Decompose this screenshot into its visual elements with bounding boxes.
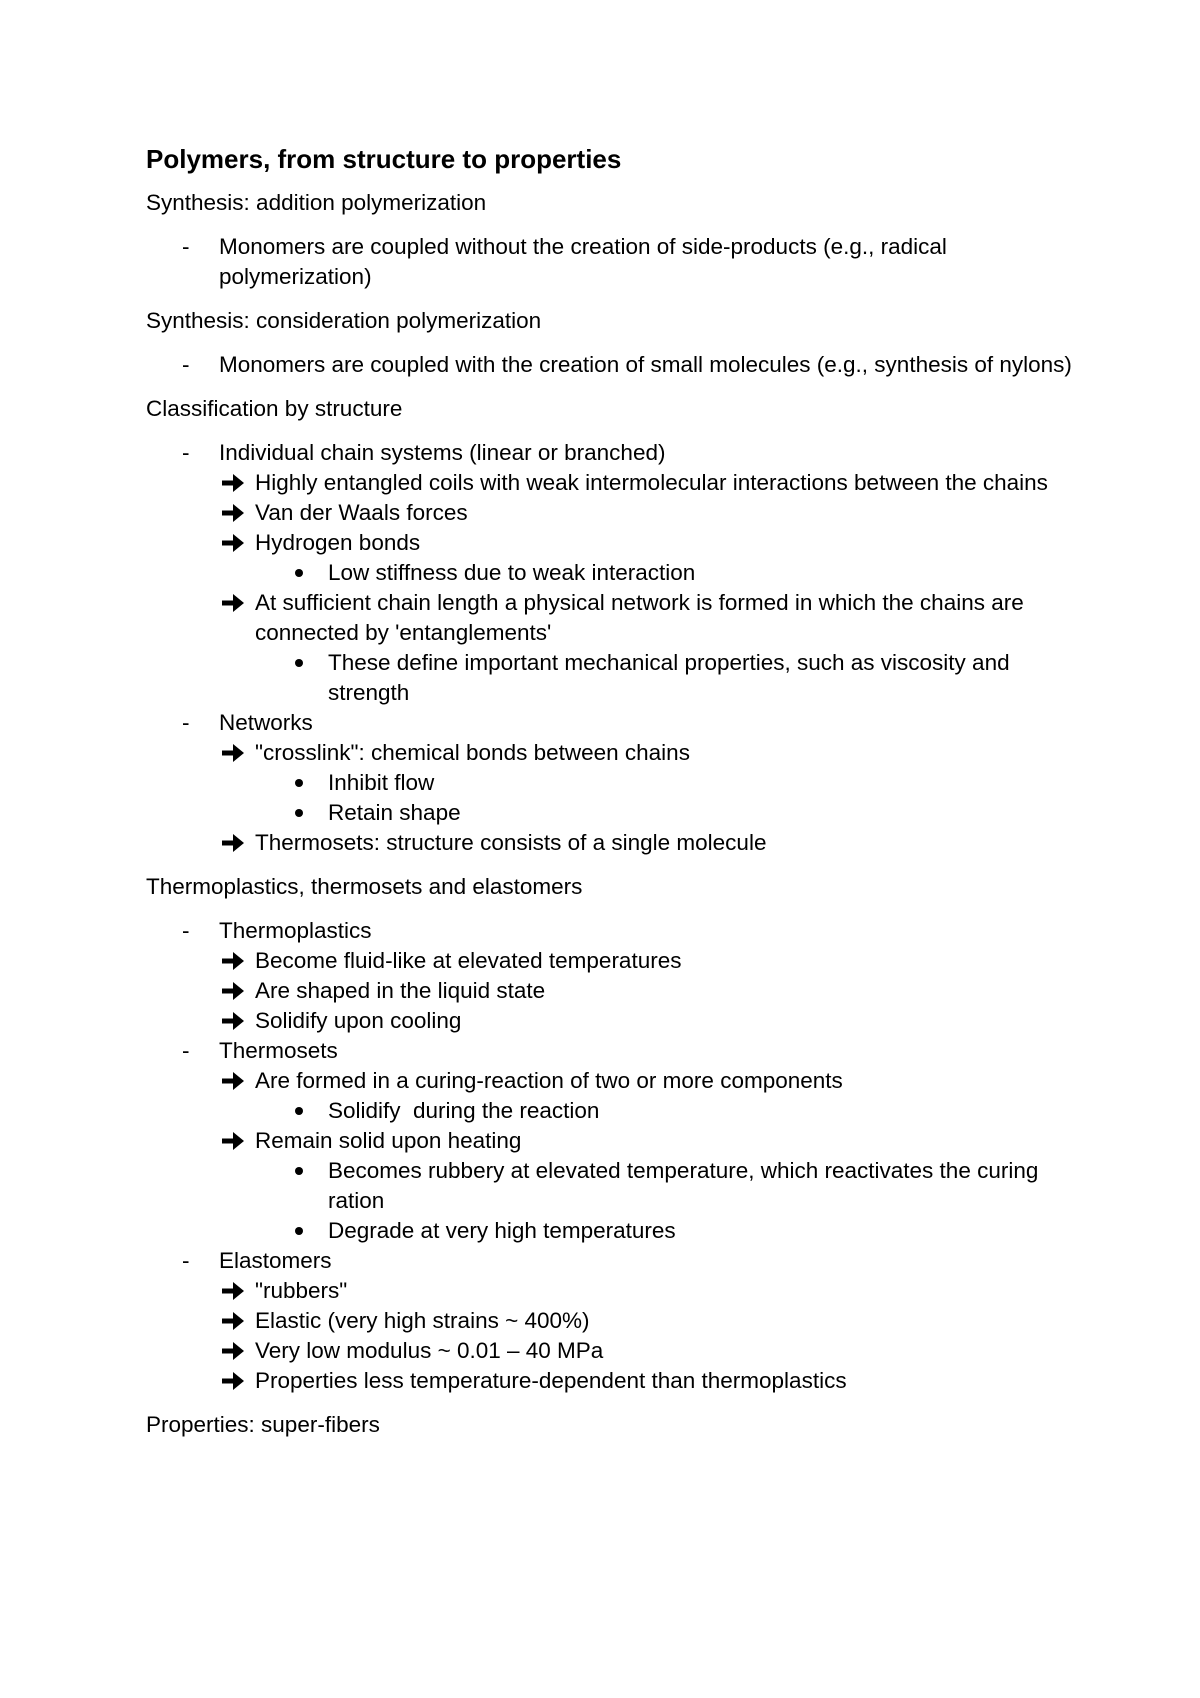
dash-marker: -: [182, 1248, 190, 1273]
arrow-item: [146, 468, 1086, 498]
bullet-item: [146, 1216, 1086, 1246]
arrow-item-text: Remain solid upon heating: [255, 1128, 522, 1153]
arrow-right-icon: [218, 1126, 248, 1156]
section-heading: Synthesis: consideration polymerization: [146, 308, 542, 333]
list-item: [146, 708, 1086, 738]
dash-marker: -: [182, 352, 190, 377]
bullet-icon: [295, 659, 303, 667]
arrow-item-text: Elastic (very high strains ~ 400%): [255, 1308, 590, 1333]
bullet-item-text: Degrade at very high temperatures: [328, 1218, 676, 1243]
section-addition-polymerization: [146, 188, 1086, 292]
section-properties: [146, 1410, 1086, 1440]
bullet-item: [146, 1096, 1086, 1126]
list-item: [146, 1036, 1086, 1066]
bullet-item: [146, 558, 1086, 588]
section-heading: Properties: super-fibers: [146, 1412, 380, 1437]
arrow-item-text: Are formed in a curing-reaction of two or more components: [255, 1068, 843, 1093]
arrow-item-text: Highly entangled coils with weak intermolecular interactions between the chains: [255, 470, 1048, 495]
section-heading: Thermoplastics, thermosets and elastomers: [146, 874, 583, 899]
list-item: [146, 438, 1086, 468]
section-heading: Synthesis: addition polymerization: [146, 190, 487, 215]
arrow-item: [146, 1306, 1086, 1336]
list-item-text: Thermosets: [219, 1038, 338, 1063]
bullet-icon: [295, 1167, 303, 1175]
arrow-item: [146, 1126, 1086, 1156]
arrow-item-text: Hydrogen bonds: [255, 530, 421, 555]
arrow-right-icon: [218, 528, 248, 558]
list-item: [146, 1246, 1086, 1276]
arrow-item: [146, 1276, 1086, 1306]
list-item-text: Networks: [219, 710, 313, 735]
bullet-icon: [295, 779, 303, 787]
arrow-right-icon: [218, 946, 248, 976]
bullet-item-text: Solidify during the reaction: [328, 1098, 600, 1123]
list-item: [146, 232, 1086, 292]
bullet-item-text: These define important mechanical properties, such as viscosity and strength: [328, 650, 1010, 705]
arrow-item: [146, 1006, 1086, 1036]
arrow-item-text: At sufficient chain length a physical network is formed in which the chains are connected by 'entanglements': [255, 590, 1024, 645]
arrow-item-text: Very low modulus ~ 0.01 – 40 MPa: [255, 1338, 604, 1363]
arrow-item-text: Are shaped in the liquid state: [255, 978, 546, 1003]
bullet-item: [146, 648, 1086, 708]
arrow-item: [146, 1066, 1086, 1096]
arrow-right-icon: [218, 1306, 248, 1336]
arrow-right-icon: [218, 828, 248, 858]
dash-marker: -: [182, 440, 190, 465]
arrow-item: [146, 946, 1086, 976]
arrow-item-text: Properties less temperature-dependent than thermoplastics: [255, 1368, 847, 1393]
bullet-item-text: Becomes rubbery at elevated temperature, which reactivates the curing ration: [328, 1158, 1039, 1213]
dash-marker: -: [182, 1038, 190, 1063]
document-page: [146, 142, 1086, 1454]
arrow-item-text: Thermosets: structure consists of a single molecule: [255, 830, 767, 855]
bullet-icon: [295, 809, 303, 817]
bullet-item: [146, 768, 1086, 798]
arrow-item-text: "crosslink": chemical bonds between chains: [255, 740, 690, 765]
list-item-text: Thermoplastics: [219, 918, 372, 943]
bullet-icon: [295, 569, 303, 577]
arrow-right-icon: [218, 1276, 248, 1306]
arrow-item: [146, 498, 1086, 528]
list-item-text: Monomers are coupled with the creation of small molecules (e.g., synthesis of nylons): [219, 352, 1072, 377]
arrow-item-text: Van der Waals forces: [255, 500, 468, 525]
bullet-item: [146, 1156, 1086, 1216]
arrow-item: [146, 1336, 1086, 1366]
dash-marker: -: [182, 918, 190, 943]
arrow-right-icon: [218, 588, 248, 618]
list-item-text: Monomers are coupled without the creation of side-products (e.g., radical polymerization): [219, 234, 947, 289]
arrow-item-text: Become fluid-like at elevated temperatures: [255, 948, 682, 973]
arrow-right-icon: [218, 1366, 248, 1396]
arrow-right-icon: [218, 498, 248, 528]
arrow-item: [146, 1366, 1086, 1396]
list-item: [146, 350, 1086, 380]
arrow-right-icon: [218, 1066, 248, 1096]
bullet-item-text: Low stiffness due to weak interaction: [328, 560, 696, 585]
section-thermoplastics-thermosets-elastomers: [146, 872, 1086, 1396]
bullet-item: [146, 798, 1086, 828]
arrow-item-text: "rubbers": [255, 1278, 348, 1303]
bullet-item-text: Inhibit flow: [328, 770, 435, 795]
arrow-right-icon: [218, 468, 248, 498]
arrow-item: [146, 828, 1086, 858]
bullet-icon: [295, 1227, 303, 1235]
arrow-item: [146, 588, 1086, 648]
list-item-text: Elastomers: [219, 1248, 332, 1273]
arrow-item: [146, 528, 1086, 558]
bullet-item-text: Retain shape: [328, 800, 461, 825]
arrow-item: [146, 738, 1086, 768]
list-item: [146, 916, 1086, 946]
arrow-right-icon: [218, 1336, 248, 1366]
section-consideration-polymerization: [146, 306, 1086, 380]
arrow-item: [146, 976, 1086, 1006]
page-title: Polymers, from structure to properties: [146, 144, 622, 174]
arrow-right-icon: [218, 1006, 248, 1036]
dash-marker: -: [182, 710, 190, 735]
arrow-right-icon: [218, 976, 248, 1006]
arrow-right-icon: [218, 738, 248, 768]
dash-marker: -: [182, 234, 190, 259]
bullet-icon: [295, 1107, 303, 1115]
list-item-text: Individual chain systems (linear or branched): [219, 440, 666, 465]
arrow-item-text: Solidify upon cooling: [255, 1008, 462, 1033]
section-classification: [146, 394, 1086, 858]
section-heading: Classification by structure: [146, 396, 403, 421]
